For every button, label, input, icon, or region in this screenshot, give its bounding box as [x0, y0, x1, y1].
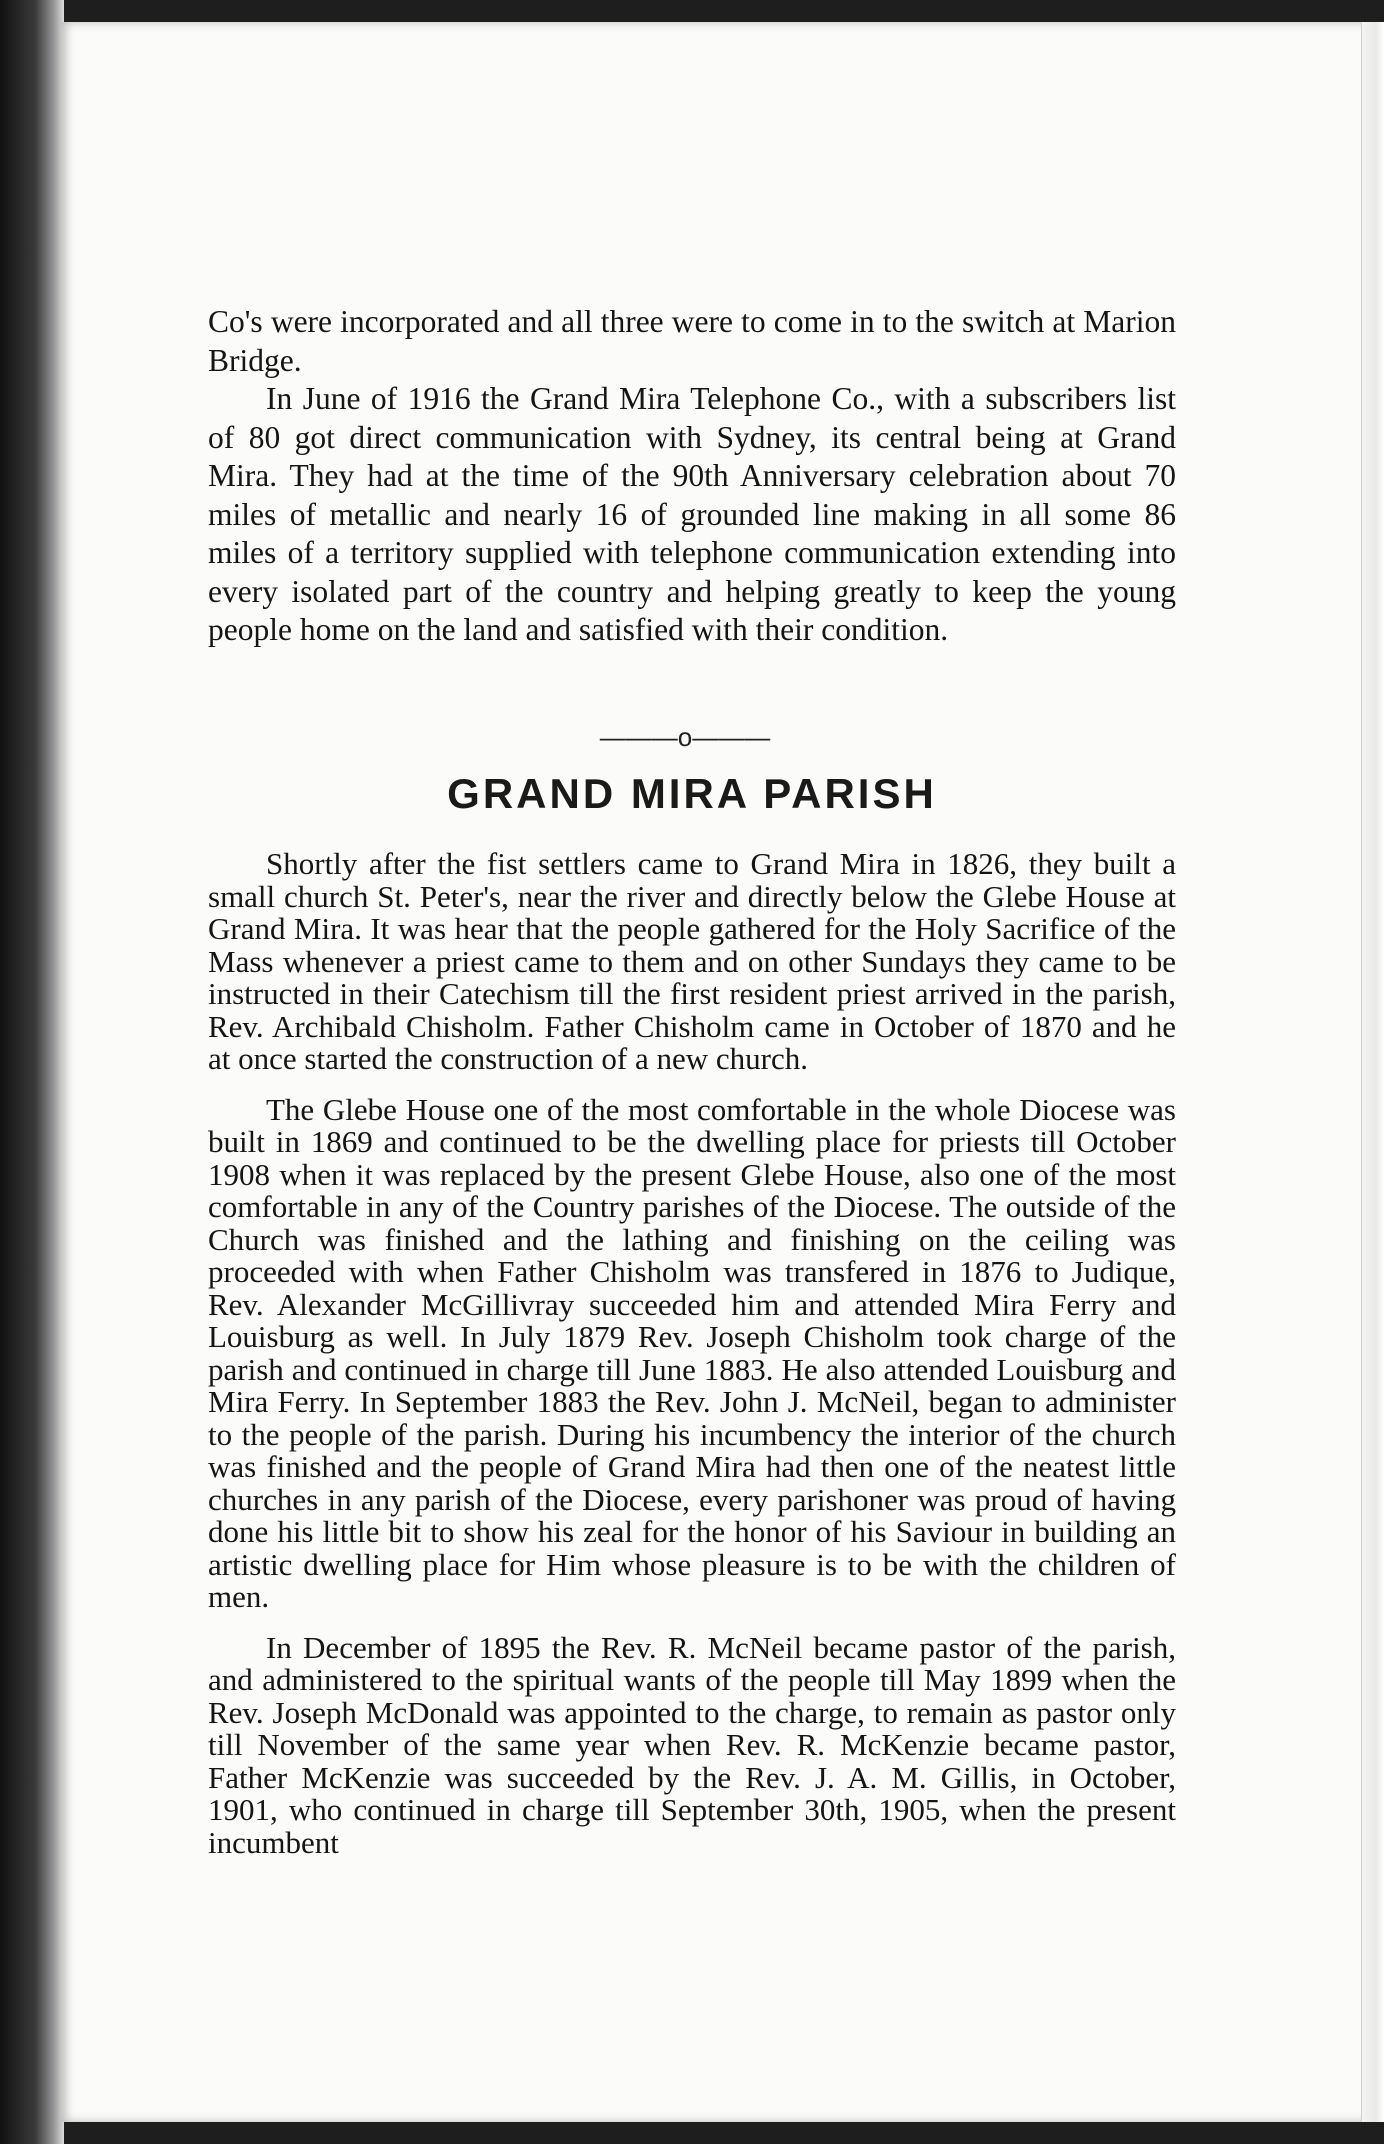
paragraph-2: In June of 1916 the Grand Mira Telephone Co., with a subscribers list of 80 got direct communication with Sydney, its central being at Grand Mira. They had at the time of the 90th Anniversary celebration about 70 miles of metallic and nearly 16 of grounded line making in all some 86 miles of a territory supplied with telephone communication extending into every isolated part of the country and helping greatly to keep the young people home on the land and satisfied with their condition. [208, 381, 1176, 647]
telephone-section [208, 303, 1176, 650]
book-spine [0, 0, 64, 2144]
section-heading: GRAND MIRA PARISH [447, 770, 937, 817]
section-divider: ———o——— [599, 722, 771, 752]
paragraph-1: Co's were incorporated and all three were to come in to the switch at Marion Bridge. [208, 304, 1176, 378]
parish-section [208, 848, 1176, 1877]
page-edge [1361, 22, 1384, 2122]
paragraph-3: Shortly after the fist settlers came to Grand Mira in 1826, they built a small church St. Peter's, near the river and directly below the Glebe House at Grand Mira. It was hear that the people gathered for the Holy Sacrifice of the Mass whenever a priest came to them and on other Sundays they came to be instructed in their Catechism till the first resident priest arrived in the parish, Rev. Archibald Chisholm. Father Chisholm came in October of 1870 and he at once started the construction of a new church. [208, 846, 1176, 1076]
paragraph-4: The Glebe House one of the most comfortable in the whole Diocese was built in 1869 and continued to be the dwelling place for priests till October 1908 when it was replaced by the present Glebe House, also one of the most comfortable in any of the Country parishes of the Diocese. The outside of the Church was finished and the lathing and finishing on the ceiling was proceeded with when Father Chisholm was transfered in 1876 to Judique, Rev. Alexander McGillivray succeeded him and attended Mira Ferry and Louisburg as well. In July 1879 Rev. Joseph Chisholm took charge of the parish and continued in charge till June 1883. He also attended Louisburg and Mira Ferry. In September 1883 the Rev. John J. McNeil, began to administer to the people of the parish. During his incumbency the interior of the church was finished and the people of Grand Mira had then one of the neatest little churches in any parish of the Diocese, every parishoner was proud of having done his little bit to show his zeal for the honor of his Saviour in building an artistic dwelling place for Him whose pleasure is to be with the children of men. [208, 1091, 1176, 1614]
paragraph-5: In December of 1895 the Rev. R. McNeil became pastor of the parish, and administered to the spiritual wants of the people till May 1899 when the Rev. Joseph McDonald was appointed to the charge, to remain as pastor only till November of the same year when Rev. R. McKenzie became pastor, Father McKenzie was succeeded by the Rev. J. A. M. Gillis, in October, 1901, who continued in charge till September 30th, 1905, when the present incumbent [208, 1629, 1176, 1860]
